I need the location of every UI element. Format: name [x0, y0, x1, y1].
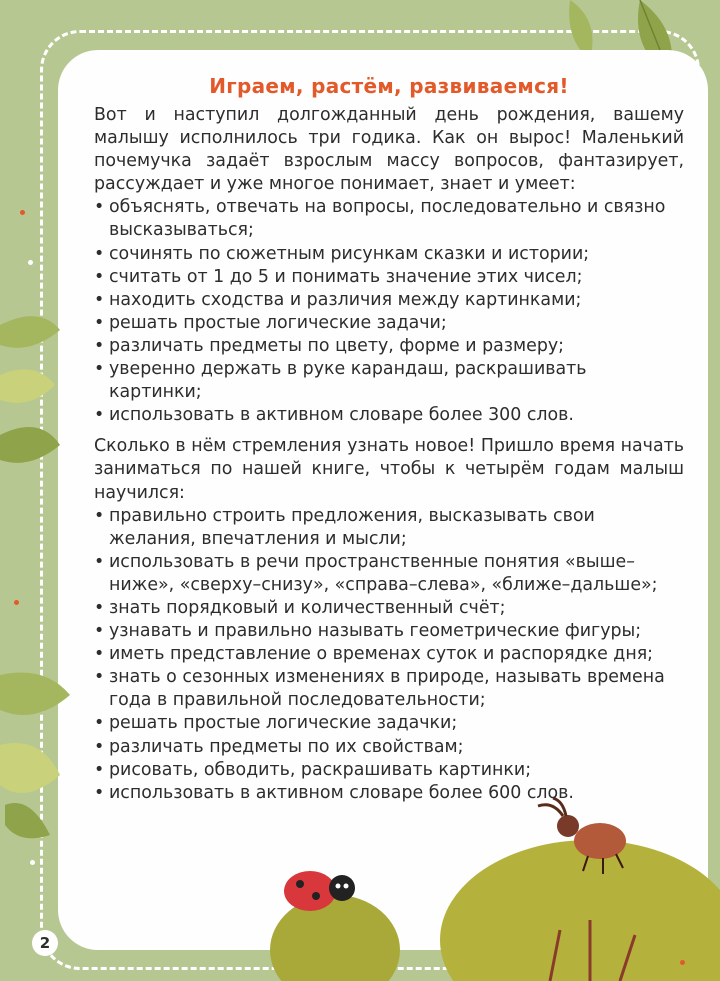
left-leaves-decoration [0, 305, 60, 475]
bullet-icon: • [94, 621, 105, 642]
list-item-text: сочинять по сюжетным рисункам сказки и истории; [109, 243, 590, 264]
bullet-icon: • [94, 644, 105, 665]
bullet-icon: • [94, 505, 105, 526]
leaf-icon [0, 673, 70, 716]
confetti-dot [30, 860, 35, 865]
bullet-icon: • [94, 289, 105, 310]
page-title: Играем, растём, развиваемся! [209, 74, 569, 98]
bullet-icon: • [94, 551, 105, 572]
list-item-text: решать простые логические задачки; [109, 713, 458, 734]
list-item-text: различать предметы по цвету, форме и размеру; [109, 335, 565, 356]
list-item [94, 404, 684, 427]
leaf-icon [0, 316, 60, 348]
lower-left-leaves-decoration [0, 665, 75, 845]
confetti-dot [28, 260, 33, 265]
list-item-text: узнавать и правильно называть геометрические фигуры; [109, 621, 642, 642]
bullet-icon: • [94, 782, 105, 803]
list-item [94, 643, 684, 666]
leaf-icon [0, 427, 60, 463]
goal-skills-list [94, 505, 684, 805]
list-item-text: различать предметы по их свойствам; [109, 736, 464, 757]
middle-paragraph: Сколько в нём стремления узнать новое! Пришло время начать заниматься по нашей книге, чтобы к четырём годам малыш научился: [94, 436, 684, 503]
list-item-text: иметь представление о временах суток и распорядке дня; [109, 644, 654, 665]
list-item [94, 712, 684, 735]
list-item [94, 736, 684, 759]
list-item [94, 289, 684, 312]
list-item [94, 243, 684, 266]
bullet-icon: • [94, 736, 105, 757]
list-item [94, 312, 684, 335]
bullet-icon: • [94, 312, 105, 333]
bullet-icon: • [94, 759, 105, 780]
bullet-icon: • [94, 266, 105, 287]
list-item-text: решать простые логические задачи; [109, 312, 447, 333]
bullet-icon: • [94, 359, 105, 380]
leaf-icon [5, 803, 50, 838]
list-item-text: знать порядковый и количественный счёт; [109, 597, 506, 618]
list-item [94, 666, 684, 712]
list-item [94, 358, 684, 404]
list-item [94, 196, 684, 242]
list-item [94, 597, 684, 620]
bullet-icon: • [94, 197, 105, 218]
leaf-icon [0, 369, 55, 402]
confetti-dot [680, 960, 685, 965]
list-item-text: использовать в речи пространственные понятия «выше–ниже», «сверху–снизу», «справа–слева», «ближе–дальше»; [109, 551, 658, 595]
bullet-icon: • [94, 335, 105, 356]
ladybug-icon [278, 866, 358, 916]
current-skills-list [94, 196, 684, 427]
list-item-text: уверенно держать в руке карандаш, раскрашивать картинки; [109, 359, 587, 403]
list-item [94, 782, 684, 805]
list-item-text: правильно строить предложения, высказывать свои желания, впечатления и мысли; [109, 505, 595, 549]
bullet-icon: • [94, 405, 105, 426]
bullet-icon: • [94, 243, 105, 264]
bullet-icon: • [94, 713, 105, 734]
list-item-text: рисовать, обводить, раскрашивать картинки; [109, 759, 532, 780]
leaf-icon [0, 743, 60, 793]
intro-paragraph: Вот и наступил долгожданный день рождения, вашему малышу исполнилось три годика. Как он вырос! Маленький почемучка задаёт взрослым массу вопросов, фантазирует, рассуждает и уже многое понимает, знает и умеет: [94, 105, 684, 195]
list-item [94, 505, 684, 551]
confetti-dot [20, 210, 25, 215]
list-item [94, 620, 684, 643]
beetle-icon [528, 796, 638, 876]
list-item-text: использовать в активном словаре более 300 слов. [109, 405, 574, 426]
article [94, 72, 684, 805]
confetti-dot [14, 600, 19, 605]
list-item [94, 759, 684, 782]
bullet-icon: • [94, 667, 105, 688]
list-item-text: использовать в активном словаре более 600 слов. [109, 782, 574, 803]
list-item [94, 551, 684, 597]
list-item-text: знать о сезонных изменениях в природе, называть времена года в правильной последовательности; [109, 667, 665, 711]
list-item [94, 335, 684, 358]
list-item-text: объяснять, отвечать на вопросы, последовательно и связно высказываться; [109, 197, 666, 241]
list-item-text: находить сходства и различия между картинками; [109, 289, 582, 310]
page-number: 2 [32, 930, 58, 956]
list-item [94, 266, 684, 289]
list-item-text: считать от 1 до 5 и понимать значение этих чисел; [109, 266, 583, 287]
bullet-icon: • [94, 597, 105, 618]
